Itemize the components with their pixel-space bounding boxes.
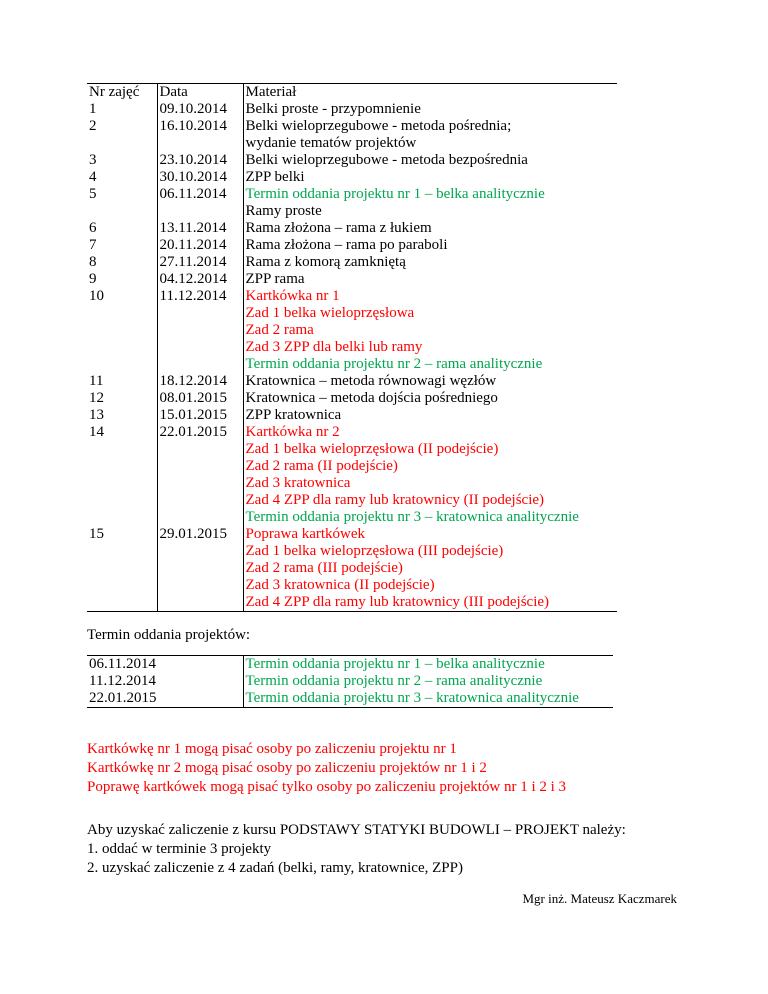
header-material: Materiał [243,84,617,102]
session-material [243,271,617,288]
material-line: Kratownica – metoda równowagi węzłów [245,373,497,389]
schedule-row [87,220,617,237]
material-line: Belki wieloprzegubowe - metoda bezpośrednia [245,152,528,168]
session-number: 1 [87,101,157,118]
schedule-row [87,424,617,526]
material-line: Kratownica – metoda dojścia pośredniego [245,390,498,406]
schedule-body [87,84,617,612]
session-date: 18.12.2014 [157,373,243,390]
session-material [243,373,617,390]
session-date: 20.11.2014 [157,237,243,254]
session-date: 13.11.2014 [157,220,243,237]
material-line: Ramy proste [245,203,322,219]
deadline-item: Termin oddania projektu nr 2 – rama analitycznie [245,673,543,689]
session-material [243,237,617,254]
schedule-row [87,407,617,424]
signature: Mgr inż. Mateusz Kaczmarek [522,891,677,906]
session-number: 15 [87,526,157,612]
schedule-row [87,118,617,152]
note-line: Kartkówkę nr 2 mogą pisać osoby po zaliczeniu projektów nr 1 i 2 [87,760,487,776]
requirements-intro: Aby uzyskać zaliczenie z kursu PODSTAWY STATYKI BUDOWLI – PROJEKT należy: [87,822,626,838]
session-number: 10 [87,288,157,373]
material-line: Zad 3 ZPP dla belki lub ramy [245,339,423,355]
material-line: Zad 2 rama [245,322,314,338]
material-line: Belki wieloprzegubowe - metoda pośrednia; [245,118,512,134]
header-nr: Nr zajęć [87,84,157,102]
session-number: 13 [87,407,157,424]
session-date: 11.12.2014 [157,288,243,373]
material-line: Rama z komorą zamkniętą [245,254,406,270]
session-date: 16.10.2014 [157,118,243,152]
material-line: Termin oddania projektu nr 2 – rama analitycznie [245,356,543,372]
material-line: Zad 3 kratownica [245,475,351,491]
session-date: 15.01.2015 [157,407,243,424]
schedule-row [87,254,617,271]
requirements-block [87,821,626,878]
notes-block [87,740,566,797]
session-number: 11 [87,373,157,390]
material-line: wydanie tematów projektów [245,135,417,151]
material-line: ZPP belki [245,169,305,185]
session-date: 04.12.2014 [157,271,243,288]
deadline-item: Termin oddania projektu nr 3 – kratownica analitycznie [245,690,579,706]
session-number: 3 [87,152,157,169]
deadline-item: Termin oddania projektu nr 1 – belka analitycznie [245,656,545,672]
session-material [243,220,617,237]
material-line: Termin oddania projektu nr 1 – belka analitycznie [245,186,545,202]
session-number: 2 [87,118,157,152]
material-line: Zad 2 rama (II podejście) [245,458,398,474]
session-number: 14 [87,424,157,526]
deadline-items-cell [243,656,613,708]
schedule-row [87,169,617,186]
session-number: 12 [87,390,157,407]
material-line: Poprawa kartkówek [245,526,366,542]
schedule-row [87,237,617,254]
session-material [243,186,617,220]
session-number: 8 [87,254,157,271]
deadlines-heading: Termin oddania projektów: [87,627,251,643]
material-line: Zad 1 belka wieloprzęsłowa (III podejście) [245,543,504,559]
material-line: Rama złożona – rama z łukiem [245,220,432,236]
deadline-date: 11.12.2014 [89,673,156,689]
deadline-date: 22.01.2015 [89,690,157,706]
session-date: 08.01.2015 [157,390,243,407]
schedule-row [87,186,617,220]
schedule-row [87,390,617,407]
material-line: Zad 3 kratownica (II podejście) [245,577,435,593]
schedule-row [87,288,617,373]
material-line: Kartkówka nr 2 [245,424,340,440]
session-material [243,101,617,118]
session-number: 4 [87,169,157,186]
session-material [243,118,617,152]
requirement-item: 1. oddać w terminie 3 projekty [87,841,272,857]
material-line: Zad 4 ZPP dla ramy lub kratownicy (III podejście) [245,594,550,610]
session-date: 30.10.2014 [157,169,243,186]
session-material [243,288,617,373]
session-material [243,254,617,271]
session-material [243,169,617,186]
material-line: Zad 1 belka wieloprzęsłowa [245,305,415,321]
deadlines-row [87,656,613,708]
deadlines-table [87,655,613,708]
session-number: 6 [87,220,157,237]
session-number: 5 [87,186,157,220]
header-date: Data [157,84,243,102]
session-date: 23.10.2014 [157,152,243,169]
note-line: Poprawę kartkówek mogą pisać tylko osoby po zaliczeniu projektów nr 1 i 2 i 3 [87,779,567,795]
requirement-item: 2. uzyskać zaliczenie z 4 zadań (belki, ramy, kratownice, ZPP) [87,860,463,876]
session-number: 9 [87,271,157,288]
session-date: 27.11.2014 [157,254,243,271]
material-line: Zad 4 ZPP dla ramy lub kratownicy (II podejście) [245,492,545,508]
material-line: Zad 1 belka wieloprzęsłowa (II podejście) [245,441,499,457]
schedule-row [87,526,617,612]
session-date: 29.01.2015 [157,526,243,612]
material-line: Rama złożona – rama po paraboli [245,237,448,253]
schedule-row [87,373,617,390]
material-line: Termin oddania projektu nr 3 – kratownica analitycznie [245,509,579,525]
session-number: 7 [87,237,157,254]
session-material [243,526,617,612]
material-line: Kartkówka nr 1 [245,288,340,304]
material-line: Belki proste - przypomnienie [245,101,421,117]
session-material [243,152,617,169]
session-date: 22.01.2015 [157,424,243,526]
session-material [243,424,617,526]
schedule-row [87,152,617,169]
session-date: 06.11.2014 [157,186,243,220]
deadline-date: 06.11.2014 [89,656,156,672]
schedule-row [87,271,617,288]
session-material [243,390,617,407]
material-line: ZPP kratownica [245,407,342,423]
schedule-row [87,101,617,118]
material-line: Zad 2 rama (III podejście) [245,560,403,576]
session-date: 09.10.2014 [157,101,243,118]
schedule-table [87,83,617,612]
material-line: ZPP rama [245,271,305,287]
schedule-header-row [87,84,617,102]
deadline-dates-cell [87,656,243,708]
session-material [243,407,617,424]
note-line: Kartkówkę nr 1 mogą pisać osoby po zaliczeniu projektu nr 1 [87,741,457,757]
